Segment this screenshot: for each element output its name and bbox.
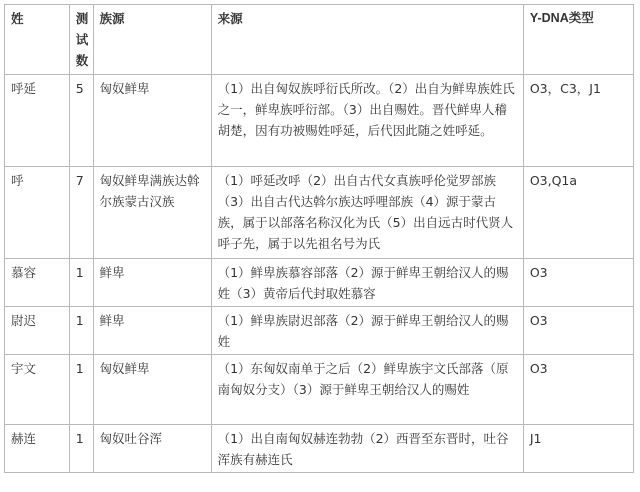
table-row	[5, 425, 634, 473]
table-header-row	[5, 5, 634, 75]
header-surname: 姓	[5, 5, 70, 75]
cell-clan: 匈奴鲜卑满族达斡尔族蒙古汉族	[93, 167, 211, 259]
surname-origin-table	[4, 4, 634, 473]
cell-origin: （1）鲜卑族慕容部落（2）源于鲜卑王朝给汉人的赐姓（3）黄帝后代封取姓慕容	[211, 259, 523, 307]
cell-origin: （1）东匈奴南单于之后（2）鲜卑族宇文氏部落（原南匈奴分支）（3）源于鲜卑王朝给汉人的赐姓	[211, 355, 523, 425]
cell-ydna: O3	[523, 355, 633, 425]
cell-ydna: O3,Q1a	[523, 167, 633, 259]
cell-clan: 鲜卑	[93, 307, 211, 355]
cell-origin: （1）鲜卑族尉迟部落（2）源于鲜卑王朝给汉人的赐姓	[211, 307, 523, 355]
table-row	[5, 355, 634, 425]
cell-ydna: J1	[523, 425, 633, 473]
cell-surname: 慕容	[5, 259, 70, 307]
cell-count: 1	[69, 307, 93, 355]
header-clan: 族源	[93, 5, 211, 75]
cell-count: 7	[69, 167, 93, 259]
cell-count: 1	[69, 355, 93, 425]
header-ydna: Y-DNA类型	[523, 5, 633, 75]
cell-surname: 呼	[5, 167, 70, 259]
cell-origin: （1）出自匈奴族呼衍氏所改。（2）出自为鲜卑族姓氏之一，鲜卑族呼衍部。（3）出自赐姓。晋代鲜卑人稽胡楚，因有功被赐姓呼延，后代因此随之姓呼延。	[211, 75, 523, 167]
table-row	[5, 259, 634, 307]
cell-count: 5	[69, 75, 93, 167]
cell-origin: （1）呼延改呼（2）出自古代女真族呼伦觉罗部族（3）出自古代达斡尔族达呼哩部族（4）源于蒙古族，属于以部落名称汉化为氏（5）出自远古时代贤人呼子先，属于以先祖名号为氏	[211, 167, 523, 259]
table-row	[5, 167, 634, 259]
table-row	[5, 307, 634, 355]
header-origin: 来源	[211, 5, 523, 75]
cell-clan: 鲜卑	[93, 259, 211, 307]
header-count: 测试数	[69, 5, 93, 75]
cell-surname: 呼延	[5, 75, 70, 167]
cell-origin: （1）出自南匈奴赫连勃勃（2）西晋至东晋时，吐谷浑族有赫连氏	[211, 425, 523, 473]
cell-count: 1	[69, 425, 93, 473]
cell-clan: 匈奴鲜卑	[93, 75, 211, 167]
cell-ydna: O3，C3，J1	[523, 75, 633, 167]
cell-count: 1	[69, 259, 93, 307]
cell-clan: 匈奴鲜卑	[93, 355, 211, 425]
cell-surname: 宇文	[5, 355, 70, 425]
table-row	[5, 75, 634, 167]
cell-clan: 匈奴吐谷浑	[93, 425, 211, 473]
cell-ydna: O3	[523, 259, 633, 307]
cell-surname: 赫连	[5, 425, 70, 473]
cell-surname: 尉迟	[5, 307, 70, 355]
cell-ydna: O3	[523, 307, 633, 355]
